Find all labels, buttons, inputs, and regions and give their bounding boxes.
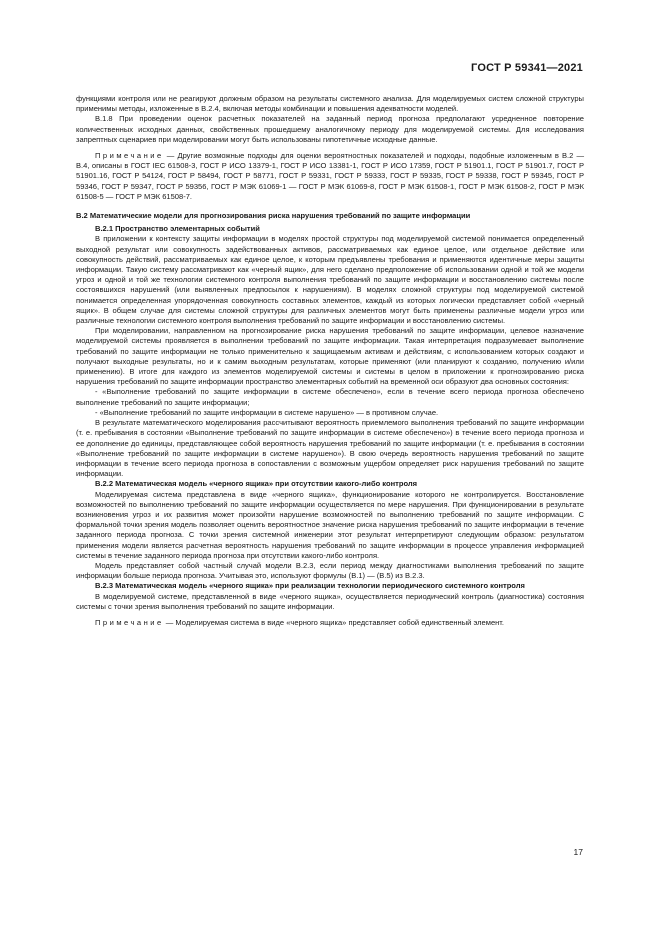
section-heading-b23: В.2.3 Математическая модель «черного ящика» при реализации технологии периодического системного контроля [95,581,525,591]
section-heading-b22: В.2.2 Математическая модель «черного ящика» при отсутствии какого-либо контроля [95,479,418,489]
note-text: — Моделируемая система в виде «черного ящика» представляет собой единственный элемент. [163,617,505,627]
paragraph-b18: В.1.8 При проведении оценок расчетных показателей на заданный период прогноза предполагают усредненное повторение количественных исходных данных, свойственных прошедшему аналогичному периоду для моделируемой системы. Для исследования запрептных сценариев при моделировании могут быть использованы гипотетичные исходные данные. [76,114,584,144]
section-heading-b21: В.2.1 Пространство элементарных событий [95,224,260,234]
paragraph-b21-5: В результате математического моделирования рассчитывают вероятность приемлемого выполнения требований по защите информации (т. е. пребывания в состоянии «Выполнение требований по защите информации в системе обеспечено») в течение всего периода прогноза и ее дополнение до единицы, представляющее собой вероятность нарушения требований по защите информации (т. е. пребывания в состоянии «Выполнение требований по защите информации в системе нарушено»). В свою очередь вероятность нарушения требований по защите информации в течение всего периода прогноза в сопоставлении с возможным ущербом определяет риск нарушения требований по защите информации. [76,418,584,479]
paragraph-b23-1: В моделируемой системе, представленной в виде «черного ящика», осуществляется периодический контроль (диагностика) состояния системы с точки зрения выполнения требований по защите информации. [76,591,584,611]
paragraph-continuation: функциями контроля или не реагируют должным образом на результаты системного анализа. Для моделируемых систем сложной структуры применимы методы, изложенные в В.2.4, включая методы комбинации и повышения адекватности моделей. [76,94,584,114]
section-heading-b2: В.2 Математические модели для прогнозирования риска нарушения требований по защите информации [76,211,471,221]
note-text: — Другие возможные подходы для оценки вероятностных показателей и подходы, подобные изложенным в В.2 — В.4, описаны в ГОСТ IEC 61508-3, ГОСТ Р ИСО 13379-1, ГОСТ Р ИСО 13381-1, ГОСТ Р ИСО 17359, ГОСТ Р 51901.1, ГОСТ Р 51901.7, ГОСТ Р 51901.16, ГОСТ Р 54124, ГОСТ Р 58494, ГОСТ Р 58771, ГОСТ Р 59331, ГОСТ Р 59333, ГОСТ Р 59335, ГОСТ Р 59338, ГОСТ Р 59345, ГОСТ Р 59346, ГОСТ Р 59347, ГОСТ Р 59356, ГОСТ Р МЭК 61069-1 — ГОСТ Р МЭК 61069-8, ГОСТ Р МЭК 61508-1, ГОСТ Р МЭК 61508-2, ГОСТ Р МЭК 61508-5 — ГОСТ Р МЭК 61508-7. [76,151,584,201]
document-body [76,94,584,628]
note-2 [76,618,584,628]
list-item-state-violated: - «Выполнение требований по защите информации в системе нарушено» — в противном случае. [95,407,439,417]
note-label: Примечание [95,617,164,627]
paragraph-b22-1: Моделируемая система представлена в виде «черного ящика», функционирование которого не контролируется. Восстановление возможностей по выполнению требований по защите информации осуществляется по мере нарушения. При функционировании в результате возникновения угроз и их развития может произойти нарушение возможностей по выполнению требований по защите информации. С формальной точки зрения модель позволяет оценить вероятностное значение риска нарушения требований по защите информации в течение заданного периода прогноза. С точки зрения системной инженерии этот результат интерпретируют следующим образом: результатом применения модели является расчетная вероятность нарушения требований по защите информации в процессе управления информацией системы в течение заданного периода прогноза при отсутствии какого-либо контроля. [76,489,584,560]
paragraph-b22-2: Модель представляет собой частный случай модели В.2.3, если период между диагностиками выполнения требований по защите информации больше периода прогноза. Учитывая это, используют формулы (В.1) — (В.5) из В.2.3. [76,560,584,581]
list-item-state-ok: - «Выполнение требований по защите информации в системе обеспечено», если в течение всего периода прогноза обеспечено выполнение требований по защите информации; [76,387,584,407]
paragraph-b21-2: При моделировании, направленном на прогнозирование риска нарушения требований по защите информации, целевое назначение моделируемой системы проявляется в выполнении требований по защите информации. Такая интерпретация подразумевает выполнение требований по защите информации не только применительно к защищаемым активам и действиям, с использованием которых создают и получают выходные результаты, но и к самим выходным результатам, которые применяют (или планируют к созданию, получению и/или применению). В итоге для каждого из элементов моделируемой системы и системы в целом в приложении к прогнозированию риска нарушения требований по защите информации пространство элементарных событий на временной оси образуют два основных состояния: [76,326,584,387]
note-1 [76,151,584,202]
document-id-header: ГОСТ Р 59341—2021 [471,62,583,74]
note-label: Примечание [95,151,164,161]
page-number: 17 [573,847,583,857]
paragraph-b21-1: В приложении к контексту защиты информации в моделях простой структуры под моделируемой системой понимается определенный выходной результат или совокупность задействованных активов, рассматриваемых как единое целое, или отдельное действие или совокупность действий, рассматриваемых как единое целое, к которым предъявлены требования и применяются идентичные меры защиты информации. Такую систему рассматривают как «черный ящик», для него сделано предположение об использовании одной и той же модели угроз и одной и той же технологии системного контроля выполнения требований по защите информации и восстановлению системы после состоявшихся нарушений (или выявленных предпосылок к нарушениям). В моделях сложной структуры под моделируемой системой понимается определенная упорядоченная совокупность составных элементов, каждый из которых логически представляет собой «черный ящик». В общем случае для системы сложной структуры для различных элементов могут быть применены различные модели угроз или различные технологии системного контроля выполнения требований по защите информации и восстановлению системы. [76,234,584,326]
